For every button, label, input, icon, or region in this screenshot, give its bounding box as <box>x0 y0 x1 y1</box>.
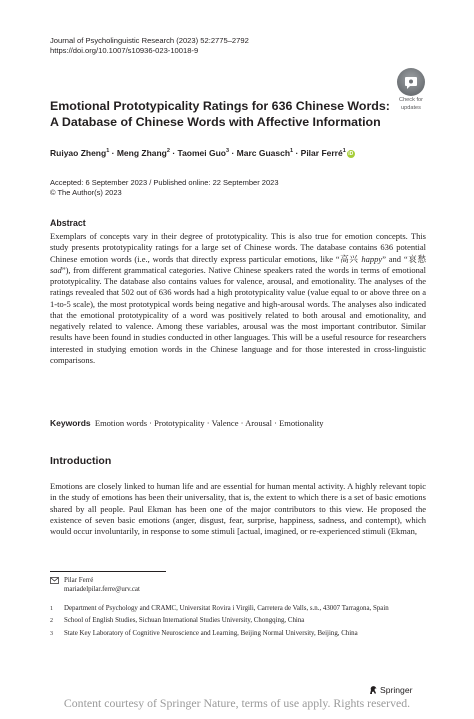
author-name[interactable]: Pilar Ferré <box>300 148 343 158</box>
keywords-line <box>50 418 426 428</box>
publication-dates <box>50 178 390 198</box>
courtesy-notice: Content courtesy of Springer Nature, terms of use apply. Rights reserved. <box>63 696 411 710</box>
check-updates-label-1: Check for <box>399 97 423 103</box>
abstract-text <box>50 231 426 366</box>
paper-title: Emotional Prototypicality Ratings for 636 Chinese Words: A Database of Chinese Words with Affective Information <box>50 99 390 129</box>
check-for-updates-button[interactable] <box>394 68 428 112</box>
check-updates-label-2: updates <box>401 104 421 111</box>
author-affiliation-mark: 1 <box>106 148 110 155</box>
author-name[interactable]: Taomei Guo <box>177 148 227 158</box>
publisher-name: Springer <box>380 685 413 695</box>
affiliation-item <box>50 617 426 626</box>
abstract-heading: Abstract <box>50 218 86 228</box>
abstract-text-part: ” and “哀愁 <box>382 253 426 264</box>
copyright-line: © The Author(s) 2023 <box>50 188 122 197</box>
author-affiliation-mark: 3 <box>226 148 230 155</box>
check-updates-icon <box>397 68 425 96</box>
author-separator: · <box>293 148 301 158</box>
affiliation-item <box>50 630 426 639</box>
affiliation-number: 3 <box>50 631 53 638</box>
accepted-published-dates: Accepted: 6 September 2023 / Published online: 22 September 2023 <box>50 178 279 187</box>
footnote-divider <box>50 571 166 572</box>
author-name[interactable]: Marc Guasch <box>236 148 291 158</box>
corresponding-author <box>50 577 426 595</box>
author-affiliation-mark: 1 <box>290 148 294 155</box>
keywords-label: Keywords <box>50 418 91 428</box>
abstract-italic-word: sad <box>50 264 62 275</box>
contact-email[interactable]: mariadelpilar.ferre@urv.cat <box>64 585 140 593</box>
author-name[interactable]: Ruiyao Zheng <box>50 148 107 158</box>
author-name[interactable]: Meng Zhang <box>116 148 167 158</box>
introduction-text: Emotions are closely linked to human life and are essential for human mental activity. A highly relevant topic in the study of emotions has been their universality, that is, the extent to which there is a set of basic emotions shared by all people. Paul Ekman has been one of the major contributors to this view. He proposed the existence of seven basic emotions (anger, disgust, fear, surprise, happiness, sadness, and contempt), which would occur involuntarily, in response to some stimuli [actual, imagined, or re-experienced stimuli (Ekman, <box>50 481 426 536</box>
publisher-logo <box>368 685 412 695</box>
abstract-text-part: Exemplars of concepts vary in their degree of prototypicality. This is also true for emotion concepts. This study presents prototypicality ratings for a large set of Chinese words. The database contains 636 potential Chinese emotion words (i.e., words that directly express particular emotions, like “高兴 <box>50 231 426 264</box>
author-list <box>50 148 390 158</box>
keywords-list: Emotion words · Prototypicality · Valence · Arousal · Emotionality <box>94 418 324 428</box>
affiliation-text: School of English Studies, Sichuan International Studies University, Chongqing, China <box>64 617 305 625</box>
affiliation-item <box>50 605 426 614</box>
introduction-section <box>50 455 426 537</box>
author-separator: · <box>229 148 237 158</box>
envelope-icon <box>50 577 64 595</box>
springer-horse-icon <box>368 685 378 695</box>
author-separator: · <box>109 148 117 158</box>
journal-citation: Journal of Psycholinguistic Research (2023) 52:2775–2792 <box>50 36 249 45</box>
author-affiliation-mark: 1 <box>342 148 346 155</box>
contact-name: Pilar Ferré <box>64 577 94 584</box>
affiliation-number: 2 <box>50 618 53 625</box>
author-affiliation-mark: 2 <box>166 148 170 155</box>
orcid-icon[interactable]: iD <box>348 151 354 157</box>
author-separator: · <box>169 148 178 158</box>
abstract-text-part: ”), from different grammatical categories. Native Chinese speakers rated the words in terms of emotional prototypicality. The database also contains values for valence, arousal, and emotionality. The analyses of the ratings revealed that 502 out of 636 words had a high prototypicality value (value equal to or above three on a 1-to-5 scale), the most prototypical words being negative and high-arousal words. The analyses also indicated that the emotional prototypicality of a word was positively related to both arousal and emotionality, and negatively related to valence. Among these variables, arousal was the most important contributor. Similar results have been found in studies conducted in other languages. This will be a useful resource for researchers interested in studying emotion words in the Chinese language and for those interested in cross-linguistic comparisons. <box>50 264 426 365</box>
journal-header <box>50 36 350 56</box>
introduction-heading: Introduction <box>50 455 112 467</box>
affiliation-text: Department of Psychology and CRAMC, Universitat Rovira i Virgili, Carretera de Valls, s.n., 43007 Tarragona, Spain <box>64 604 389 612</box>
affiliation-number: 1 <box>50 605 53 612</box>
footnotes <box>50 577 426 643</box>
affiliation-text: State Key Laboratory of Cognitive Neuroscience and Learning, Beijing Normal University, Beijing, China <box>64 630 358 638</box>
doi-link[interactable]: https://doi.org/10.1007/s10936-023-10018-9 <box>50 46 199 55</box>
abstract-section <box>50 218 426 366</box>
abstract-italic-word: happy <box>361 253 383 264</box>
